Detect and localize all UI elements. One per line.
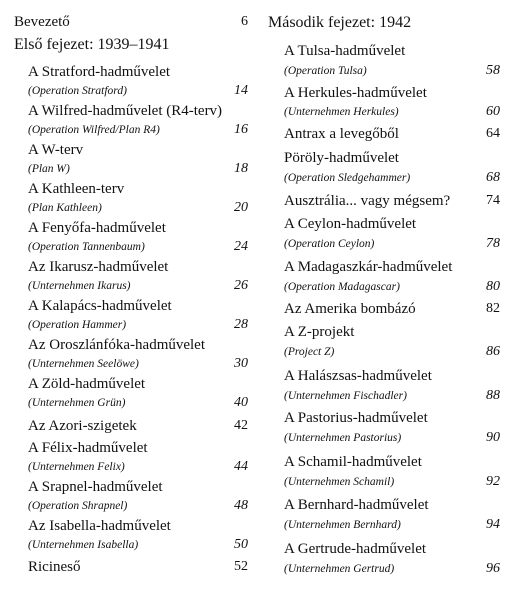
entry-title: A Madagaszkár-hadművelet — [284, 259, 453, 275]
entry-title: Az Azori-szigetek — [28, 418, 137, 434]
toc-entry — [0, 220, 248, 237]
entry-subtitle: (Operation Stratford) — [28, 85, 127, 97]
toc-subtitle-row — [268, 432, 500, 444]
entry-page-number: 86 — [486, 344, 500, 359]
toc-subtitle-row — [0, 319, 248, 331]
entry-subtitle: (Plan W) — [28, 163, 70, 175]
toc-entry — [0, 559, 248, 576]
entry-subtitle: (Unternehmen Ikarus) — [28, 280, 131, 292]
entry-page-number: 20 — [234, 200, 248, 215]
entry-title: A Ceylon-hadművelet — [284, 216, 417, 232]
entry-subtitle: (Unternehmen Herkules) — [284, 106, 399, 118]
entry-page-number: 16 — [234, 122, 248, 137]
entry-title: A Gertrude-hadművelet — [284, 541, 427, 557]
toc-subtitle-row — [0, 202, 248, 214]
entry-page-number: 88 — [486, 388, 500, 403]
entry-page-number: 42 — [234, 418, 248, 433]
entry-subtitle: (Unternehmen Fischadler) — [284, 390, 407, 402]
toc-entry — [268, 43, 500, 60]
chapter-heading-1: Első fejezet: 1939–1941 — [14, 36, 170, 53]
toc-entry — [0, 440, 248, 457]
toc-entry — [268, 150, 500, 167]
entry-title: A Bernhard-hadművelet — [284, 497, 429, 513]
entry-page-number: 18 — [234, 161, 248, 176]
toc-entry — [0, 142, 248, 159]
toc-subtitle-row — [268, 519, 500, 531]
toc-subtitle-row — [268, 106, 500, 118]
entry-subtitle: (Plan Kathleen) — [28, 202, 102, 214]
entry-title: Az Amerika bombázó — [284, 301, 416, 317]
entry-title: A Schamil-hadművelet — [284, 454, 422, 470]
entry-subtitle: (Unternehmen Schamil) — [284, 476, 395, 488]
entry-title: A Fenyőfa-hadművelet — [28, 220, 166, 236]
toc-entry — [0, 518, 248, 535]
entry-subtitle: (Unternehmen Felix) — [28, 461, 125, 473]
entry-subtitle: (Operation Shrapnel) — [28, 500, 128, 512]
entry-page-number: 78 — [486, 236, 500, 251]
entry-page-number: 30 — [234, 356, 248, 371]
toc-subtitle-row — [268, 172, 500, 184]
entry-page-number: 60 — [486, 104, 500, 119]
entry-subtitle: (Unternehmen Gertrud) — [284, 563, 395, 575]
entry-title: Az Ikarusz-hadművelet — [28, 259, 169, 275]
entry-page-number: 28 — [234, 317, 248, 332]
entry-title: A Srapnel-hadművelet — [28, 479, 163, 495]
entry-subtitle: (Unternehmen Seelöwe) — [28, 358, 139, 370]
entry-page-number: 90 — [486, 430, 500, 445]
toc-subtitle-row — [268, 238, 500, 250]
entry-title: Az Oroszlánfóka-hadművelet — [28, 337, 206, 353]
entry-page-number: 58 — [486, 63, 500, 78]
toc-subtitle-row — [268, 346, 500, 358]
entry-page-number: 80 — [486, 279, 500, 294]
entry-subtitle: (Operation Tulsa) — [284, 65, 367, 77]
toc-entry — [268, 259, 500, 276]
intro-title: Bevezető — [14, 14, 70, 30]
toc-subtitle-row — [0, 539, 248, 551]
entry-subtitle: (Unternehmen Bernhard) — [284, 519, 401, 531]
toc-subtitle-row — [0, 397, 248, 409]
toc-entry — [0, 103, 248, 120]
entry-subtitle: (Operation Madagascar) — [284, 281, 400, 293]
toc-entry — [0, 181, 248, 198]
toc-subtitle-row — [0, 124, 248, 136]
entry-subtitle: (Operation Wilfred/Plan R4) — [28, 124, 160, 136]
entry-page-number: 14 — [234, 83, 248, 98]
toc-entry — [268, 126, 500, 143]
entry-page-number: 92 — [486, 474, 500, 489]
entry-subtitle: (Operation Ceylon) — [284, 238, 375, 250]
toc-subtitle-row — [0, 461, 248, 473]
entry-title: Antrax a levegőből — [284, 126, 399, 142]
toc-subtitle-row — [268, 563, 500, 575]
entry-page-number: 96 — [486, 561, 500, 576]
toc-subtitle-row — [268, 390, 500, 402]
entry-title: A Kalapács-hadművelet — [28, 298, 172, 314]
toc-entry — [268, 85, 500, 102]
entry-title: A Kathleen-terv — [28, 181, 125, 197]
entry-page-number: 26 — [234, 278, 248, 293]
toc-entry — [0, 337, 248, 354]
toc-entry — [0, 418, 248, 435]
entry-page-number: 68 — [486, 170, 500, 185]
entry-subtitle: (Project Z) — [284, 346, 335, 358]
entry-title: A Zöld-hadművelet — [28, 376, 146, 392]
toc-subtitle-row — [0, 163, 248, 175]
entry-page-number: 82 — [486, 301, 500, 316]
entry-page-number: 48 — [234, 498, 248, 513]
entry-page-number: 94 — [486, 517, 500, 532]
toc-entry — [268, 454, 500, 471]
entry-title: A Wilfred-hadművelet (R4-terv) — [28, 103, 223, 119]
chapter-heading-2: Második fejezet: 1942 — [268, 14, 412, 31]
toc-entry — [0, 64, 248, 81]
toc-entry — [268, 216, 500, 233]
entry-title: A W-terv — [28, 142, 84, 158]
toc-entry — [0, 298, 248, 315]
toc-entry — [0, 479, 248, 496]
toc-entry — [268, 193, 500, 210]
entry-page-number: 74 — [486, 193, 500, 208]
intro-page-number: 6 — [241, 14, 248, 29]
toc-subtitle-row — [268, 65, 500, 77]
entry-title: A Pastorius-hadművelet — [284, 410, 428, 426]
entry-subtitle: (Unternehmen Grün) — [28, 397, 126, 409]
entry-subtitle: (Unternehmen Isabella) — [28, 539, 139, 551]
entry-title: A Halászsas-hadművelet — [284, 368, 432, 384]
toc-entry — [268, 541, 500, 558]
entry-title: Ausztrália... vagy mégsem? — [284, 193, 451, 209]
entry-subtitle: (Operation Sledgehammer) — [284, 172, 411, 184]
entry-title: A Tulsa-hadművelet — [284, 43, 406, 59]
entry-page-number: 52 — [234, 559, 248, 574]
toc-subtitle-row — [268, 476, 500, 488]
toc-entry — [268, 301, 500, 318]
toc-subtitle-row — [0, 280, 248, 292]
toc-subtitle-row — [0, 85, 248, 97]
entry-page-number: 24 — [234, 239, 248, 254]
toc-subtitle-row — [0, 358, 248, 370]
entry-title: A Stratford-hadművelet — [28, 64, 171, 80]
entry-page-number: 40 — [234, 395, 248, 410]
entry-title: A Félix-hadművelet — [28, 440, 148, 456]
entry-title: Pöröly-hadművelet — [284, 150, 399, 166]
toc-entry — [268, 497, 500, 514]
entry-page-number: 64 — [486, 126, 500, 141]
toc-entry — [0, 376, 248, 393]
entry-title: A Z-projekt — [284, 324, 355, 340]
toc-subtitle-row — [0, 241, 248, 253]
toc-subtitle-row — [268, 281, 500, 293]
entry-subtitle: (Operation Hammer) — [28, 319, 127, 331]
entry-title: Az Isabella-hadművelet — [28, 518, 171, 534]
entry-subtitle: (Operation Tannenbaum) — [28, 241, 145, 253]
toc-subtitle-row — [0, 500, 248, 512]
toc-entry — [268, 410, 500, 427]
entry-page-number: 50 — [234, 537, 248, 552]
toc-entry — [268, 368, 500, 385]
entry-title: A Herkules-hadművelet — [284, 85, 427, 101]
toc-entry — [0, 259, 248, 276]
entry-subtitle: (Unternehmen Pastorius) — [284, 432, 402, 444]
intro-entry — [0, 14, 248, 31]
entry-title: Ricineső — [28, 559, 81, 575]
toc-entry — [268, 324, 500, 341]
entry-page-number: 44 — [234, 459, 248, 474]
